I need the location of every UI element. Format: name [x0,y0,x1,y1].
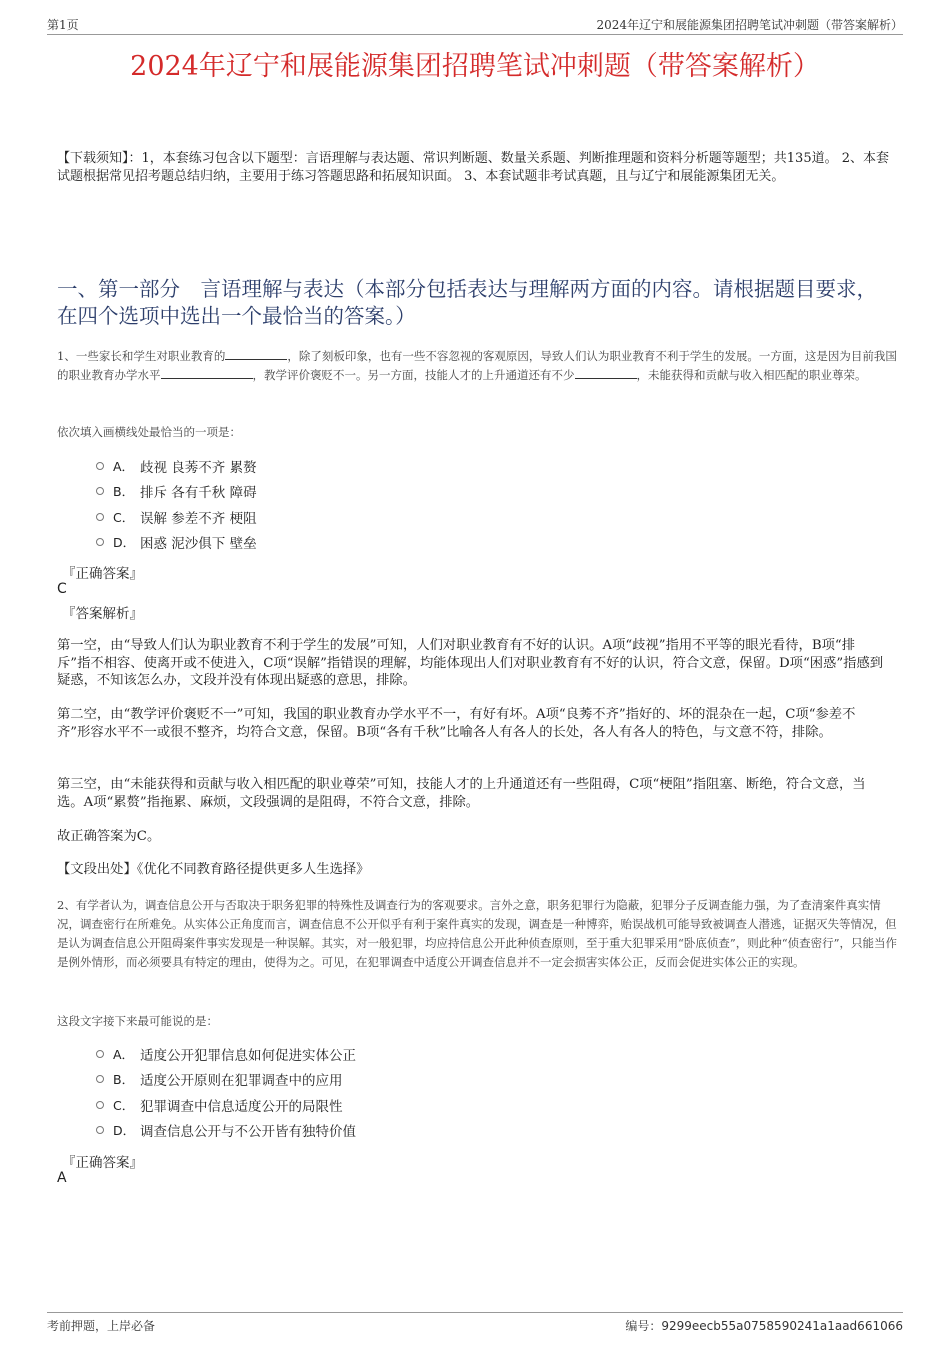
q1-source: 【文段出处】《优化不同教育路径提供更多人生选择》 [57,862,370,877]
question-1-stem [57,347,897,385]
question-2-stem: 2、有学者认为，调查信息公开与否取决于职务犯罪的特殊性及调查行为的客观要求。言外之意，职务犯罪行为隐蔽，犯罪分子反调查能力强，为了查清案件真实情况，调查密行在所难免。从实体公正角度而言，调查信息不公开似乎有利于案件真实的发现，调查是一种博弈，贻误战机可能导致被调查人潜逃，证据灭失等情况，但是认为调查信息公开阻碍案件事实发现是一种误解。其实，对一般犯罪，均应持信息公开此种侦查原则，至于重大犯罪采用“卧底侦查”，则此种“侦查密行”，只能当作是例外情形，而必须要具有特定的理由，使得为之。可见，在犯罪调查中适度公开调查信息并不一定会损害实体公正，反而会促进实体公正的实现。 [57,898,898,969]
option-text: 适度公开原则在犯罪调查中的应用 [140,1073,343,1090]
q1-text-4: ，未能获得和贡献与收入相匹配的职业尊荣。 [636,368,867,382]
option-key: B． [113,484,135,500]
q1-option-a[interactable] [96,453,257,479]
option-key: A． [113,1046,135,1062]
q1-answer: C [57,581,67,597]
q1-blank-1 [225,347,287,360]
radio-icon[interactable] [96,487,104,495]
q1-text-2: ，除了刻板印象，也有一些不容忽视的客观原因，导致人们认为职业教育不利于学生的发展。一方面，这是因为目前我国的职业教育办学水平 [57,349,897,382]
radio-icon[interactable] [96,462,104,470]
q1-analysis-para-1: 第一空，由“导致人们认为职业教育不利于学生的发展”可知，人们对职业教育有不好的认识。A项“歧视”指用不平等的眼光看待，B项“排斥”指不相容、使离开或不使进入，C项“误解”指错误的理解，均能体现出人们对职业教育有不好的认识，符合文意，保留。D项“困惑”指感到疑惑，不知该怎么办，文段并没有体现出疑惑的意思，排除。 [57,638,884,688]
q2-option-a[interactable] [96,1041,356,1067]
q2-option-d[interactable] [96,1118,356,1144]
question-2-prompt: 这段文字接下来最可能说的是： [57,1014,218,1028]
option-text: 犯罪调查中信息适度公开的局限性 [140,1098,343,1115]
option-text: 排斥 各有千秋 障碍 [140,485,257,502]
radio-icon[interactable] [96,538,104,546]
section-heading: 一、第一部分 言语理解与表达（本部分包括表达与理解两方面的内容。请根据题目要求，在四个选项中选出一个最恰当的答案。） [57,277,877,328]
option-text: 误解 参差不齐 梗阻 [140,510,257,527]
q1-blank-3 [575,366,637,379]
header-doc-title: 2024年辽宁和展能源集团招聘笔试冲刺题（带答案解析） [596,18,903,32]
q1-analysis-conclusion: 故正确答案为C。 [57,829,161,844]
q1-blank-2 [161,366,253,379]
option-text: 困惑 泥沙俱下 壁垒 [140,536,257,553]
option-key: D． [113,1123,136,1139]
download-notice: 【下载须知】：1，本套练习包含以下题型：言语理解与表达题、常识判断题、数量关系题、判断推理题和资料分析题等题型；共135道。 2、本套试题根据常见招考题总结归纳，主要用于练习答题思路和拓展知识面。 3、本套试题非考试真题，且与辽宁和展能源集团无关。 [57,151,889,184]
q2-answer: A [57,1170,67,1186]
q2-option-c[interactable] [96,1092,356,1118]
q2-option-b[interactable] [96,1067,356,1093]
radio-icon[interactable] [96,1050,104,1058]
radio-icon[interactable] [96,1126,104,1134]
q2-answer-label: 『正确答案』 [62,1155,143,1171]
option-key: C． [113,509,135,525]
footer-doc-id: 编号：9299eecb55a0758590241a1aad661066 [625,1319,903,1333]
radio-icon[interactable] [96,1075,104,1083]
q1-analysis-para-2: 第二空，由“教学评价褒贬不一”可知，我国的职业教育办学水平不一，有好有坏。A项“良莠不齐”指好的、坏的混杂在一起，C项“参差不齐”形容水平不一或很不整齐，均符合文意，保留。B项“各有千秋”比喻各人有各人的长处，各人有各人的特色，与文意不符，排除。 [57,707,856,740]
option-key: B． [113,1072,135,1088]
option-text: 歧视 良莠不齐 累赘 [140,459,257,476]
page-header [47,14,903,35]
question-1-options [96,453,257,555]
question-2-options [96,1041,356,1143]
radio-icon[interactable] [96,1101,104,1109]
option-key: C． [113,1097,135,1113]
option-text: 调查信息公开与不公开皆有独特价值 [140,1124,356,1141]
footer-slogan: 考前押题，上岸必备 [47,1319,156,1333]
q1-answer-label: 『正确答案』 [62,566,143,582]
radio-icon[interactable] [96,513,104,521]
q1-text-1: 1、一些家长和学生对职业教育的 [57,349,226,363]
q1-option-c[interactable] [96,504,257,530]
page-number: 第1页 [47,18,79,32]
question-1-prompt: 依次填入画横线处最恰当的一项是： [57,425,241,439]
option-key: A． [113,458,135,474]
q1-text-3: ，教学评价褒贬不一。另一方面，技能人才的上升通道还有不少 [252,368,575,382]
page-footer [47,1312,903,1337]
option-key: D． [113,535,136,551]
option-text: 适度公开犯罪信息如何促进实体公正 [140,1047,356,1064]
q1-option-b[interactable] [96,479,257,505]
document-title: 2024年辽宁和展能源集团招聘笔试冲刺题（带答案解析） [130,51,820,82]
q1-analysis-para-3: 第三空，由“未能获得和贡献与收入相匹配的职业尊荣”可知，技能人才的上升通道还有一些阻碍，C项“梗阻”指阻塞、断绝，符合文意，当选。A项“累赘”指拖累、麻烦，文段强调的是阻碍，不符合文意，排除。 [57,777,866,810]
q1-analysis-label: 『答案解析』 [62,606,143,622]
q1-option-d[interactable] [96,530,257,556]
